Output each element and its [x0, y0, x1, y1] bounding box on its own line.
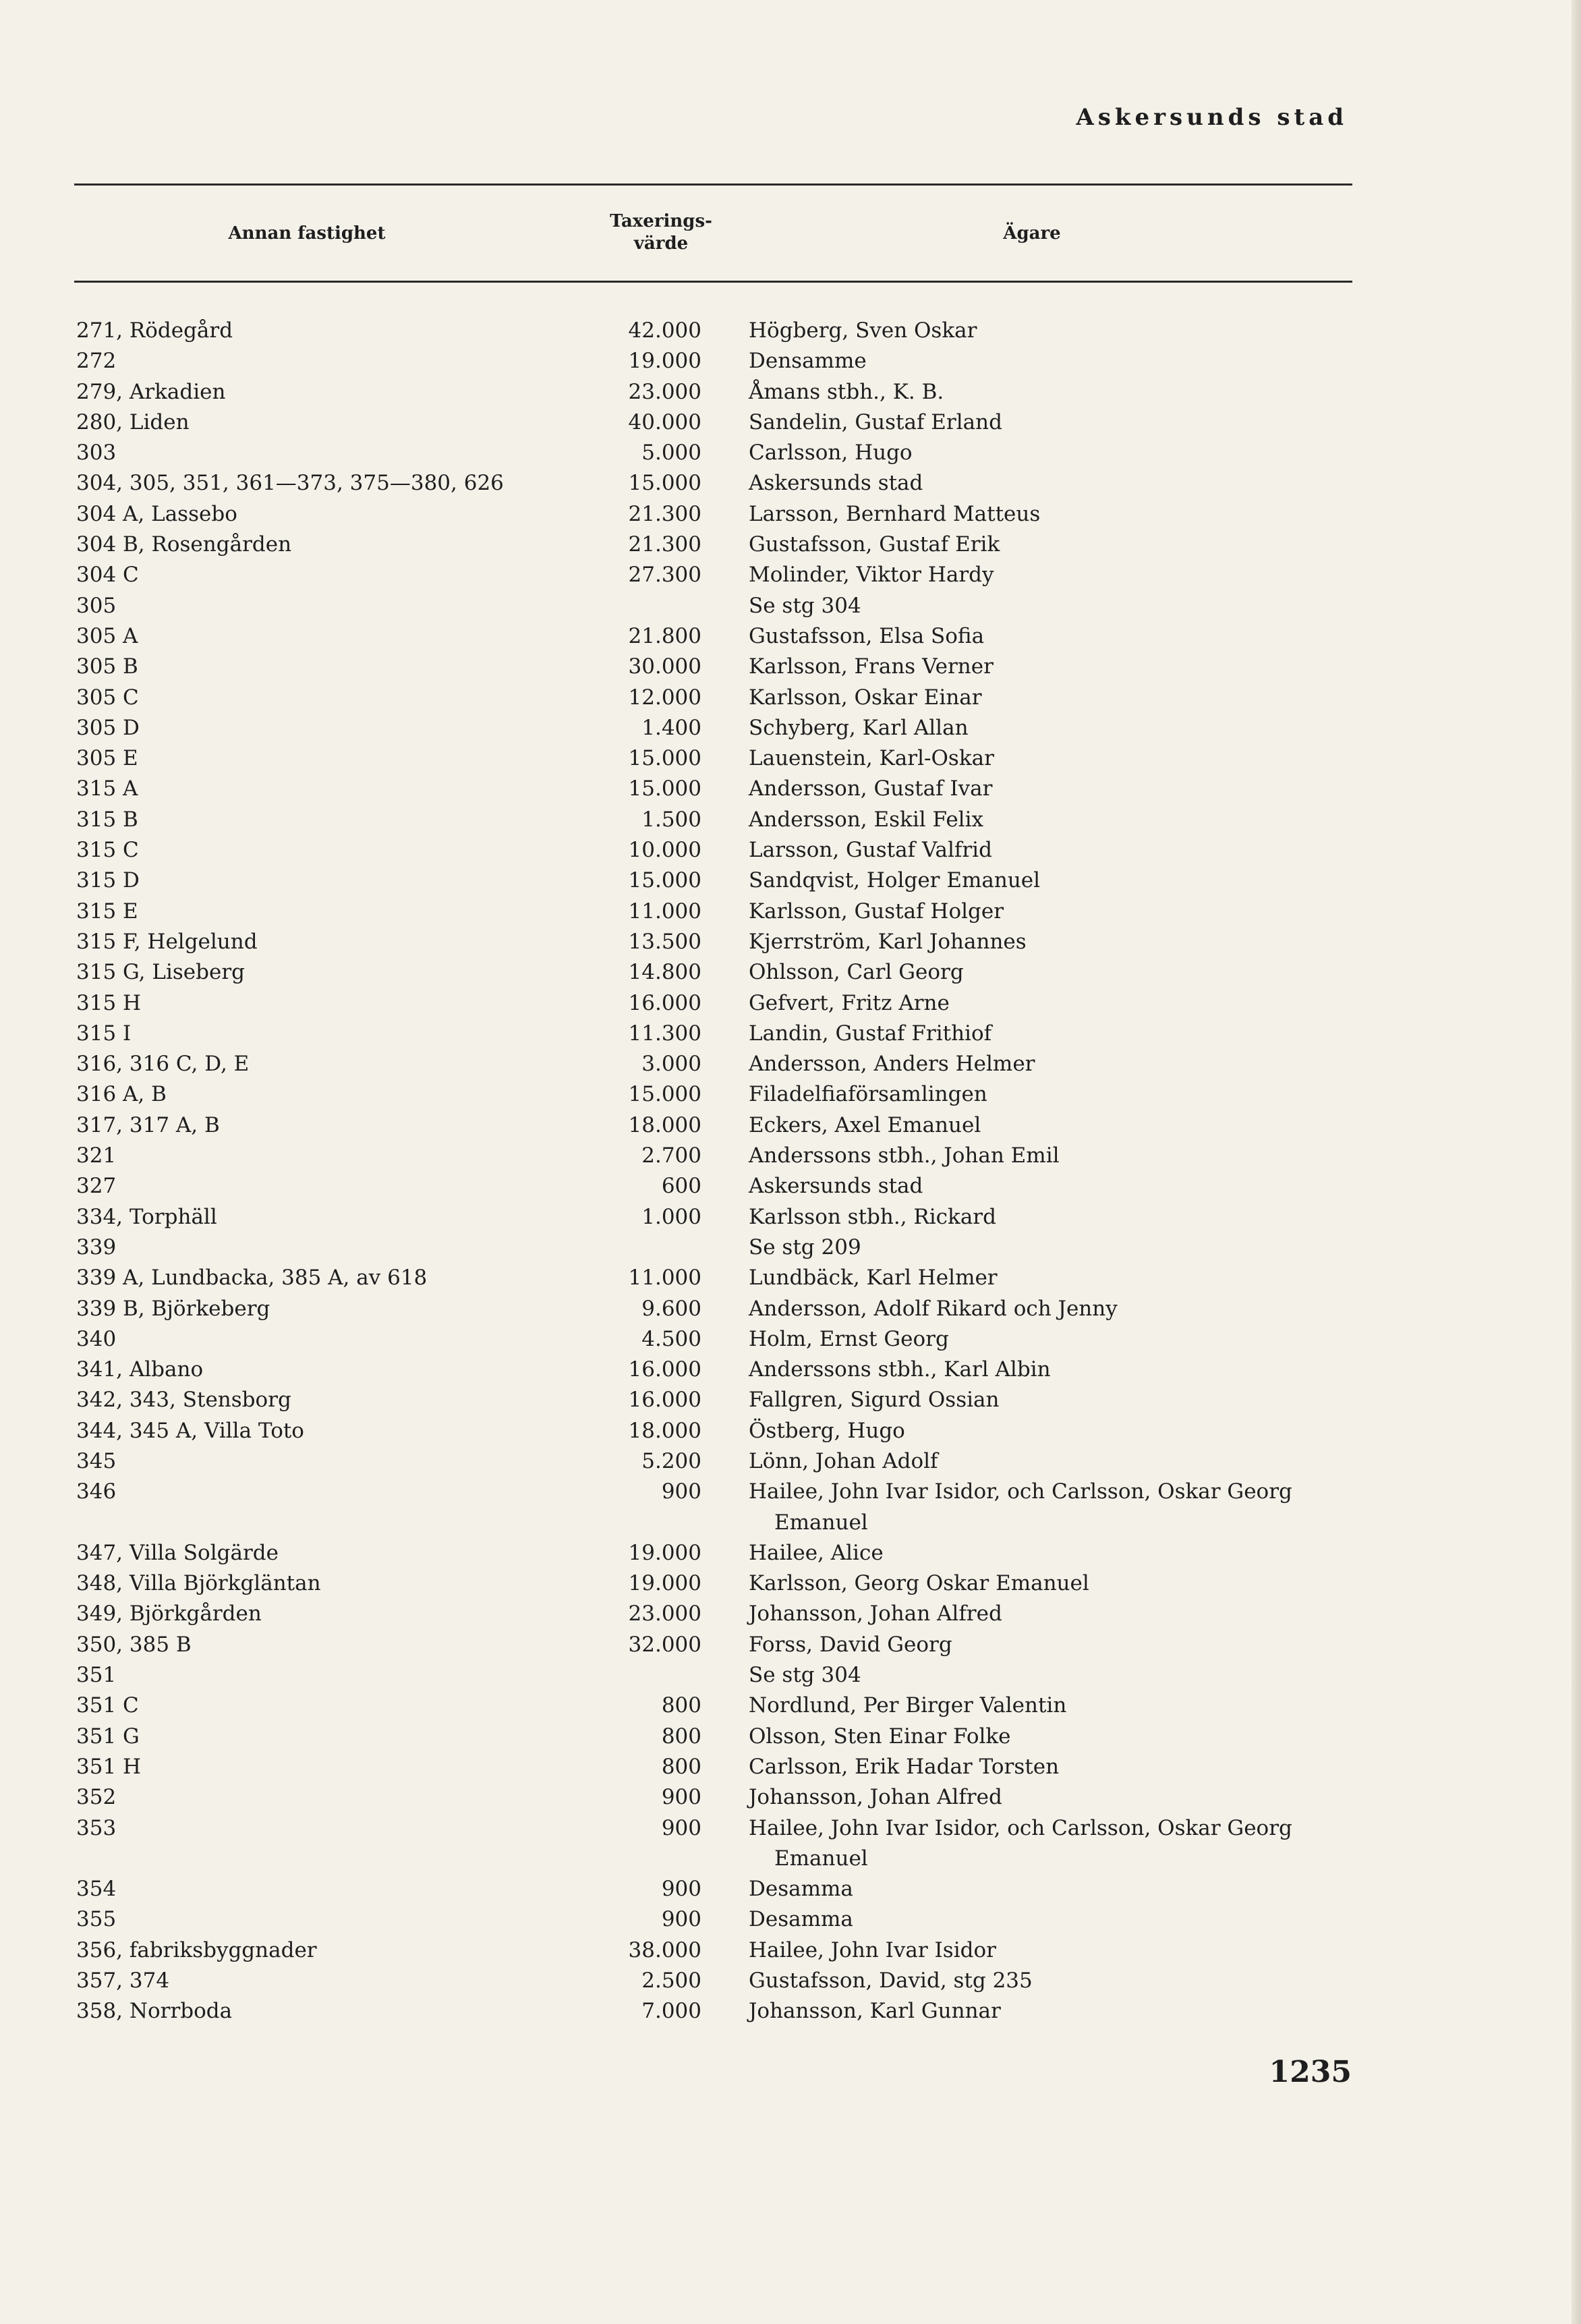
- property-cell: 315 D: [76, 868, 140, 893]
- owner-line: Anderssons stbh., Karl Albin: [749, 1357, 1051, 1382]
- owner-cell: [749, 560, 994, 590]
- value-cell: 30.000: [628, 654, 701, 679]
- owner-line: Högberg, Sven Oskar: [749, 318, 977, 343]
- table-row: [0, 866, 1581, 896]
- table-row: [0, 897, 1581, 927]
- running-head: Askersunds stad: [1076, 104, 1348, 131]
- property-cell: 356, fabriksbyggnader: [76, 1937, 317, 1962]
- owner-cell: [749, 1782, 1002, 1813]
- property-cell: 305 A: [76, 623, 138, 648]
- owner-line: Gustafsson, Elsa Sofia: [749, 623, 985, 648]
- table-row: [0, 1079, 1581, 1110]
- table-row: [0, 407, 1581, 438]
- table-row: [0, 468, 1581, 499]
- property-cell: 304 C: [76, 563, 139, 588]
- owner-cell: [749, 927, 1027, 957]
- value-cell: 16.000: [628, 1357, 701, 1382]
- owner-line: Karlsson, Gustaf Holger: [749, 899, 1004, 924]
- owner-cell: [749, 1996, 1001, 2027]
- value-cell: 10.000: [628, 838, 701, 863]
- owner-cell: [749, 743, 994, 774]
- owner-cell: [749, 1691, 1066, 1721]
- table-row: [0, 1630, 1581, 1660]
- value-cell: 900: [661, 1479, 701, 1504]
- property-cell: 303: [76, 441, 117, 465]
- value-cell: 38.000: [628, 1937, 701, 1962]
- owner-cell: [749, 1752, 1059, 1782]
- page-number: 1235: [1269, 2055, 1352, 2089]
- table-row: [0, 1385, 1581, 1415]
- owner-cell: [749, 988, 950, 1019]
- owner-line: Gustafsson, Gustaf Erik: [749, 532, 1000, 557]
- property-cell: 339 B, Björkeberg: [76, 1296, 270, 1321]
- owner-line: Molinder, Viktor Hardy: [749, 563, 994, 588]
- property-cell: 351 G: [76, 1724, 140, 1749]
- table-row: [0, 1416, 1581, 1446]
- table-row: [0, 499, 1581, 530]
- owner-line: Larsson, Gustaf Valfrid: [749, 838, 992, 863]
- owner-cell: [749, 1599, 1002, 1629]
- value-cell: 2.700: [641, 1143, 701, 1168]
- table-row: [0, 1966, 1581, 1996]
- owner-line: Andersson, Adolf Rikard och Jenny: [749, 1296, 1118, 1321]
- owner-line: Karlsson, Oskar Einar: [749, 685, 982, 710]
- value-cell: 13.500: [628, 929, 701, 954]
- owner-line: Hailee, Alice: [749, 1540, 884, 1565]
- property-cell: 315 H: [76, 990, 142, 1015]
- header-rule-top: [74, 183, 1352, 186]
- owner-cell: [749, 1171, 923, 1201]
- owner-line: Desamma: [749, 1907, 853, 1932]
- owner-line: Andersson, Gustaf Ivar: [749, 776, 993, 801]
- value-cell: 1.400: [641, 715, 701, 740]
- value-cell: 7.000: [641, 1999, 701, 2024]
- owner-line: Ohlsson, Carl Georg: [749, 960, 964, 985]
- property-cell: 305 E: [76, 746, 138, 771]
- owner-cell: [749, 1324, 949, 1355]
- property-cell: 315 C: [76, 838, 139, 863]
- owner-cell: [749, 346, 867, 376]
- property-cell: 272: [76, 349, 117, 374]
- column-header-value-line1: Taxerings-: [610, 211, 712, 231]
- owner-cell: [749, 591, 861, 621]
- table-row: [0, 1110, 1581, 1141]
- owner-line: Gustafsson, David, stg 235: [749, 1968, 1033, 1993]
- table-row: [0, 652, 1581, 682]
- owner-cell: [749, 438, 913, 468]
- value-cell: 4.500: [641, 1326, 701, 1351]
- property-cell: 339: [76, 1235, 117, 1259]
- property-table: [0, 316, 1581, 2027]
- value-cell: 9.600: [641, 1296, 701, 1321]
- table-row: [0, 1568, 1581, 1599]
- value-cell: 23.000: [628, 1602, 701, 1626]
- owner-cell: [749, 835, 992, 866]
- property-cell: 327: [76, 1174, 117, 1199]
- owner-cell: [749, 530, 1000, 560]
- owner-line: Karlsson stbh., Rickard: [749, 1204, 996, 1229]
- value-cell: 15.000: [628, 776, 701, 801]
- owner-line: Andersson, Anders Helmer: [749, 1052, 1035, 1077]
- owner-line: Se stg 304: [749, 1663, 861, 1688]
- value-cell: 42.000: [628, 318, 701, 343]
- table-row: [0, 683, 1581, 713]
- table-row: [0, 1691, 1581, 1721]
- table-row: [0, 1935, 1581, 1966]
- value-cell: 1.000: [641, 1204, 701, 1229]
- value-cell: 16.000: [628, 1388, 701, 1413]
- owner-line: Fallgren, Sigurd Ossian: [749, 1388, 1000, 1413]
- value-cell: 18.000: [628, 1112, 701, 1137]
- table-row: [0, 835, 1581, 866]
- owner-cell: [749, 621, 984, 652]
- property-cell: 344, 345 A, Villa Toto: [76, 1418, 304, 1443]
- property-cell: 305 C: [76, 685, 139, 710]
- owner-cell: [749, 1446, 938, 1477]
- column-header-owner: Ägare: [1003, 223, 1061, 244]
- owner-cell: [749, 1416, 905, 1446]
- property-cell: 315 A: [76, 776, 138, 801]
- owner-cell: [749, 774, 992, 804]
- owner-cell: [749, 1966, 1033, 1996]
- value-cell: 900: [661, 1785, 701, 1810]
- owner-line: Johansson, Karl Gunnar: [749, 1999, 1001, 2024]
- property-cell: 271, Rödegård: [76, 318, 233, 343]
- property-cell: 305 D: [76, 715, 140, 740]
- property-cell: 353: [76, 1815, 117, 1840]
- value-cell: 19.000: [628, 349, 701, 374]
- table-row: [0, 1599, 1581, 1629]
- value-cell: 21.800: [628, 623, 701, 648]
- owner-cell: [749, 1019, 991, 1049]
- value-cell: 27.300: [628, 563, 701, 588]
- value-cell: 40.000: [628, 409, 701, 434]
- owner-cell: [749, 1630, 952, 1660]
- property-cell: 334, Torphäll: [76, 1204, 217, 1229]
- owner-cell: [749, 957, 964, 988]
- property-cell: 357, 374: [76, 1968, 170, 1993]
- table-row: [0, 805, 1581, 835]
- value-cell: 5.200: [641, 1448, 701, 1473]
- owner-cell: [749, 1263, 998, 1293]
- property-cell: 315 G, Liseberg: [76, 960, 245, 985]
- owner-cell: [749, 1813, 1292, 1875]
- value-cell: 5.000: [641, 441, 701, 465]
- table-row: [0, 591, 1581, 621]
- owner-continuation: Emanuel: [774, 1510, 868, 1535]
- property-cell: 304 A, Lassebo: [76, 501, 237, 526]
- owner-cell: [749, 1904, 853, 1935]
- value-cell: 19.000: [628, 1540, 701, 1565]
- table-row: [0, 530, 1581, 560]
- owner-line: Carlsson, Hugo: [749, 441, 913, 465]
- owner-line: Johansson, Johan Alfred: [749, 1785, 1002, 1810]
- property-cell: 351 C: [76, 1693, 139, 1718]
- header-rule-bottom: [74, 281, 1352, 283]
- table-row: [0, 438, 1581, 468]
- owner-cell: [749, 1355, 1051, 1385]
- property-cell: 355: [76, 1907, 117, 1932]
- owner-line: Hailee, John Ivar Isidor, och Carlsson, Oskar Georg: [749, 1479, 1292, 1504]
- owner-line: Filadelfiaförsamlingen: [749, 1082, 987, 1107]
- property-cell: 315 E: [76, 899, 138, 924]
- owner-cell: [749, 1079, 987, 1110]
- property-cell: 352: [76, 1785, 117, 1810]
- property-cell: 315 B: [76, 807, 138, 832]
- owner-cell: [749, 1049, 1035, 1079]
- owner-cell: [749, 1110, 981, 1141]
- property-cell: 317, 317 A, B: [76, 1112, 220, 1137]
- owner-line: Landin, Gustaf Frithiof: [749, 1021, 992, 1046]
- owner-line: Karlsson, Frans Verner: [749, 654, 994, 679]
- owner-line: Andersson, Eskil Felix: [749, 807, 983, 832]
- value-cell: 12.000: [628, 685, 701, 710]
- owner-line: Eckers, Axel Emanuel: [749, 1112, 981, 1137]
- owner-line: Lauenstein, Karl-Oskar: [749, 746, 994, 771]
- table-row: [0, 713, 1581, 743]
- property-cell: 342, 343, Stensborg: [76, 1388, 291, 1413]
- owner-line: Johansson, Johan Alfred: [749, 1602, 1002, 1626]
- table-row: [0, 1232, 1581, 1263]
- property-cell: 351: [76, 1663, 117, 1688]
- property-cell: 345: [76, 1448, 117, 1473]
- owner-line: Sandelin, Gustaf Erland: [749, 409, 1002, 434]
- table-row: [0, 1294, 1581, 1324]
- property-cell: 339 A, Lundbacka, 385 A, av 618: [76, 1266, 428, 1291]
- owner-cell: [749, 897, 1004, 927]
- table-row: [0, 1355, 1581, 1385]
- table-row: [0, 621, 1581, 652]
- owner-cell: [749, 1202, 996, 1232]
- value-cell: 900: [661, 1907, 701, 1932]
- value-cell: 18.000: [628, 1418, 701, 1443]
- table-row: [0, 988, 1581, 1019]
- owner-cell: [749, 1874, 853, 1904]
- table-row: [0, 1813, 1581, 1875]
- owner-cell: [749, 1141, 1060, 1171]
- property-cell: 354: [76, 1877, 117, 1902]
- value-cell: 11.000: [628, 899, 701, 924]
- table-row: [0, 1324, 1581, 1355]
- owner-cell: [749, 713, 969, 743]
- owner-cell: [749, 1935, 996, 1966]
- table-row: [0, 1049, 1581, 1079]
- property-cell: 316, 316 C, D, E: [76, 1052, 250, 1077]
- owner-line: Östberg, Hugo: [749, 1418, 905, 1443]
- property-cell: 348, Villa Björkgläntan: [76, 1571, 321, 1596]
- value-cell: 21.300: [628, 532, 701, 557]
- table-row: [0, 1538, 1581, 1568]
- value-cell: 900: [661, 1815, 701, 1840]
- column-header-value-line2: värde: [633, 233, 689, 254]
- property-cell: 340: [76, 1326, 117, 1351]
- value-cell: 11.000: [628, 1266, 701, 1291]
- owner-line: Schyberg, Karl Allan: [749, 715, 969, 740]
- owner-line: Askersunds stad: [749, 1174, 923, 1199]
- owner-line: Sandqvist, Holger Emanuel: [749, 868, 1041, 893]
- owner-cell: [749, 316, 977, 346]
- property-cell: 315 F, Helgelund: [76, 929, 258, 954]
- owner-cell: [749, 1294, 1118, 1324]
- owner-cell: [749, 1568, 1089, 1599]
- owner-cell: [749, 652, 994, 682]
- column-header-property: Annan fastighet: [228, 223, 386, 244]
- column-header-value: [580, 210, 742, 254]
- value-cell: 3.000: [641, 1052, 701, 1077]
- value-cell: 19.000: [628, 1571, 701, 1596]
- property-cell: 341, Albano: [76, 1357, 204, 1382]
- owner-cell: [749, 805, 983, 835]
- table-row: [0, 1202, 1581, 1232]
- owner-line: Carlsson, Erik Hadar Torsten: [749, 1754, 1060, 1779]
- table-row: [0, 1722, 1581, 1752]
- value-cell: 800: [661, 1724, 701, 1749]
- owner-line: Lundbäck, Karl Helmer: [749, 1266, 998, 1291]
- owner-line: Se stg 304: [749, 593, 861, 618]
- value-cell: 11.300: [628, 1021, 701, 1046]
- value-cell: 15.000: [628, 1082, 701, 1107]
- property-cell: 321: [76, 1143, 117, 1168]
- table-row: [0, 1141, 1581, 1171]
- owner-cell: [749, 1385, 999, 1415]
- owner-cell: [749, 1538, 884, 1568]
- value-cell: 21.300: [628, 501, 701, 526]
- owner-cell: [749, 499, 1040, 530]
- owner-line: Desamma: [749, 1877, 853, 1902]
- property-cell: 279, Arkadien: [76, 379, 226, 404]
- table-row: [0, 377, 1581, 407]
- value-cell: 1.500: [641, 807, 701, 832]
- value-cell: 900: [661, 1877, 701, 1902]
- property-cell: 358, Norrboda: [76, 1999, 233, 2024]
- property-cell: 305: [76, 593, 117, 618]
- owner-line: Hailee, John Ivar Isidor: [749, 1937, 996, 1962]
- value-cell: 600: [661, 1174, 701, 1199]
- value-cell: 2.500: [641, 1968, 701, 1993]
- property-cell: 315 I: [76, 1021, 132, 1046]
- owner-line: Lönn, Johan Adolf: [749, 1448, 938, 1473]
- table-row: [0, 927, 1581, 957]
- owner-cell: [749, 1232, 861, 1263]
- table-row: [0, 957, 1581, 988]
- property-cell: 304 B, Rosengården: [76, 532, 292, 557]
- value-cell: 800: [661, 1754, 701, 1779]
- property-cell: 351 H: [76, 1754, 142, 1779]
- property-cell: 350, 385 B: [76, 1632, 192, 1657]
- owner-line: Larsson, Bernhard Matteus: [749, 501, 1041, 526]
- owner-cell: [749, 407, 1002, 438]
- owner-line: Forss, David Georg: [749, 1632, 952, 1657]
- property-cell: 347, Villa Solgärde: [76, 1540, 279, 1565]
- table-row: [0, 1019, 1581, 1049]
- property-cell: 304, 305, 351, 361—373, 375—380, 626: [76, 471, 504, 496]
- table-row: [0, 1446, 1581, 1477]
- owner-line: Askersunds stad: [749, 471, 923, 496]
- owner-cell: [749, 866, 1040, 896]
- table-row: [0, 560, 1581, 590]
- property-cell: 349, Björkgården: [76, 1602, 262, 1626]
- property-cell: 280, Liden: [76, 409, 190, 434]
- table-row: [0, 1752, 1581, 1782]
- value-cell: 14.800: [628, 960, 701, 985]
- table-row: [0, 346, 1581, 376]
- table-row: [0, 1996, 1581, 2027]
- owner-line: Se stg 209: [749, 1235, 861, 1259]
- table-row: [0, 1904, 1581, 1935]
- owner-line: Gefvert, Fritz Arne: [749, 990, 950, 1015]
- value-cell: 15.000: [628, 868, 701, 893]
- property-cell: 346: [76, 1479, 117, 1504]
- table-row: [0, 1171, 1581, 1201]
- owner-cell: [749, 1722, 1011, 1752]
- property-cell: 316 A, B: [76, 1082, 167, 1107]
- owner-line: Densamme: [749, 349, 867, 374]
- table-row: [0, 1263, 1581, 1293]
- table-row: [0, 1660, 1581, 1691]
- table-row: [0, 1477, 1581, 1538]
- value-cell: 16.000: [628, 990, 701, 1015]
- owner-cell: [749, 377, 944, 407]
- value-cell: 15.000: [628, 471, 701, 496]
- owner-line: Hailee, John Ivar Isidor, och Carlsson, Oskar Georg: [749, 1815, 1292, 1840]
- owner-line: Kjerrström, Karl Johannes: [749, 929, 1027, 954]
- owner-line: Åmans stbh., K. B.: [749, 379, 944, 404]
- owner-line: Nordlund, Per Birger Valentin: [749, 1693, 1067, 1718]
- table-row: [0, 1782, 1581, 1813]
- value-cell: 800: [661, 1693, 701, 1718]
- owner-line: Karlsson, Georg Oskar Emanuel: [749, 1571, 1089, 1596]
- owner-continuation: Emanuel: [774, 1846, 868, 1871]
- owner-line: Olsson, Sten Einar Folke: [749, 1724, 1011, 1749]
- property-cell: 305 B: [76, 654, 138, 679]
- value-cell: 15.000: [628, 746, 701, 771]
- table-row: [0, 743, 1581, 774]
- table-row: [0, 774, 1581, 804]
- value-cell: 32.000: [628, 1632, 701, 1657]
- owner-line: Anderssons stbh., Johan Emil: [749, 1143, 1060, 1168]
- value-cell: 23.000: [628, 379, 701, 404]
- owner-cell: [749, 1477, 1292, 1538]
- owner-cell: [749, 683, 982, 713]
- table-row: [0, 316, 1581, 346]
- owner-cell: [749, 1660, 861, 1691]
- owner-cell: [749, 468, 923, 499]
- table-row: [0, 1874, 1581, 1904]
- owner-line: Holm, Ernst Georg: [749, 1326, 949, 1351]
